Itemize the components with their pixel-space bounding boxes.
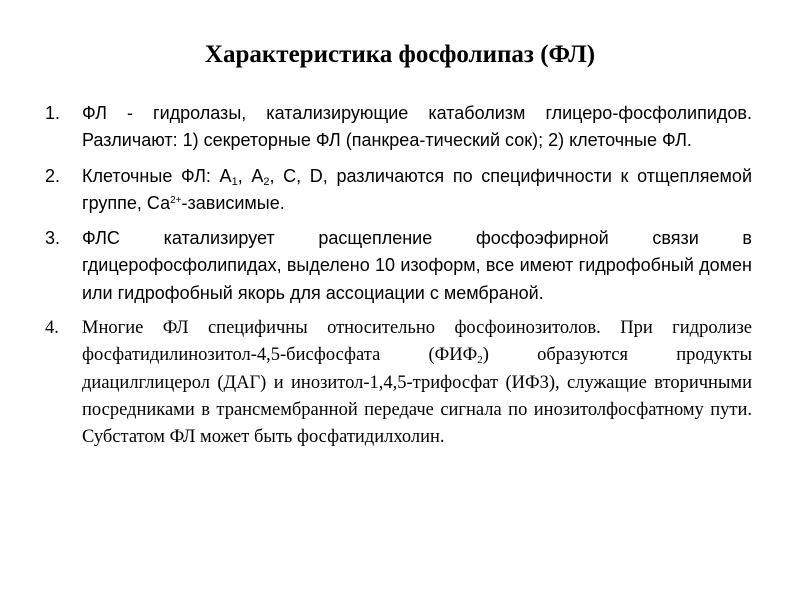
- text-segment: ) образуются продукты диацилглицерол (ДАГ) и инозитол-1,4,5-трифосфат (ИФ3), служащие вторичными посредниками в трансмембранной передаче сигнала по инозитолфосфатному пути. Субстатом ФЛ может быть фосфатидилхолин.: [82, 345, 752, 448]
- text-segment: , С, D, различаются по специфичности к отщепляемой группе, Са: [82, 165, 753, 213]
- characteristics-list: [45, 100, 752, 452]
- subscript: 1: [231, 175, 238, 188]
- list-item-2: [45, 163, 752, 218]
- text-segment: , А: [237, 165, 264, 186]
- list-item-number: 4.: [45, 318, 59, 339]
- subscript: 2: [263, 175, 270, 188]
- text-segment: Клеточные ФЛ: А: [82, 165, 232, 186]
- list-item-number: 1.: [45, 103, 61, 123]
- slide-title: Характеристика фосфолипаз (ФЛ): [204, 41, 596, 68]
- list-item-3: [45, 225, 752, 307]
- text-segment: Многие ФЛ специфичны относительно фосфоинозитолов. При гидролизе фосфатидилинозитол-4,5-бисфосфата (ФИФ: [82, 318, 752, 366]
- list-item-text: ФЛ - гидролазы, катализирующие катаболизм глицеро-фосфолипидов. Различают: 1) секреторные ФЛ (панкреа-тический сок); 2) клеточные ФЛ.: [82, 103, 752, 151]
- list-item-text: [82, 315, 752, 451]
- text-segment: -зависимые.: [181, 192, 285, 213]
- list-item-text: [82, 163, 752, 218]
- list-item-1: [45, 100, 752, 155]
- superscript: 2+: [170, 194, 182, 206]
- list-item-text: ФЛС катализирует расщепление фосфоэфирной связи в гдицерофосфолипидах, выделено 10 изоформ, все имеют гидрофобный домен или гидрофобный якорь для ассоциации с мембраной.: [82, 228, 752, 303]
- subscript: 2: [477, 354, 483, 367]
- list-item-4: [45, 315, 752, 451]
- list-item-number: 3.: [45, 228, 61, 249]
- list-item-number: 2.: [45, 165, 61, 186]
